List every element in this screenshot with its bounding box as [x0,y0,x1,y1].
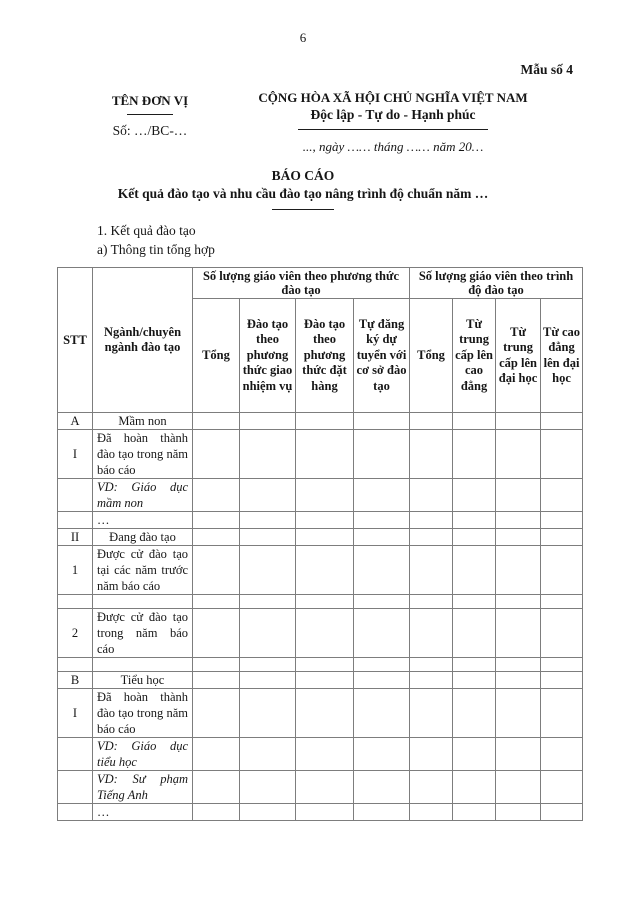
issuer-name: TÊN ĐƠN VỊ [111,93,189,108]
empty-data-cell [193,672,240,689]
table-header-group-row [58,268,583,299]
stt-cell [58,738,93,771]
empty-data-cell [541,804,583,821]
empty-data-cell [354,672,410,689]
section-1a-heading: a) Thông tin tổng hợp [97,242,215,257]
empty-data-cell [541,512,583,529]
empty-data-cell [541,595,583,609]
empty-data-cell [541,738,583,771]
empty-data-cell [496,672,541,689]
empty-data-cell [453,672,496,689]
table-row [58,413,583,430]
training-results-table [57,267,583,821]
table-row [58,512,583,529]
col-header-tong-2: Tổng [410,299,453,413]
empty-data-cell [240,479,296,512]
empty-data-cell [240,529,296,546]
empty-data-cell [193,529,240,546]
empty-data-cell [496,738,541,771]
stt-cell [58,595,93,609]
row-label-cell: Đang đào tạo [93,529,193,546]
empty-data-cell [410,529,453,546]
empty-data-cell [240,413,296,430]
empty-data-cell [496,512,541,529]
empty-data-cell [541,689,583,738]
row-label-cell: Tiểu học [93,672,193,689]
report-title-block [40,168,566,210]
empty-data-cell [193,479,240,512]
empty-data-cell [541,546,583,595]
stt-cell [58,804,93,821]
col-group-trinh-do: Số lượng giáo viên theo trình độ đào tạo [410,268,583,299]
national-slogan: Độc lập - Tự do - Hạnh phúc [310,107,476,122]
empty-data-cell [496,413,541,430]
empty-data-cell [354,689,410,738]
row-label-cell: VD: Giáo dục mầm non [93,479,193,512]
report-table-body [58,413,583,821]
empty-data-cell [354,804,410,821]
issuer-block [57,90,243,155]
empty-data-cell [296,689,354,738]
empty-data-cell [541,430,583,479]
empty-data-cell [193,738,240,771]
form-number-label: Mẫu số 4 [520,62,573,77]
empty-data-cell [354,413,410,430]
empty-data-cell [453,738,496,771]
empty-data-cell [453,658,496,672]
empty-data-cell [354,430,410,479]
letterhead [57,90,583,155]
empty-data-cell [410,689,453,738]
empty-data-cell [541,479,583,512]
empty-data-cell [496,479,541,512]
empty-data-cell [453,804,496,821]
row-label-cell: Được cử đào tạo trong năm báo cáo [93,609,193,658]
issuer-rule [127,114,173,115]
col-header-nganh: Ngành/chuyên ngành đào tạo [93,268,193,413]
empty-data-cell [296,413,354,430]
table-row [58,672,583,689]
empty-data-cell [541,771,583,804]
col-header-giao-nhiem-vu: Đào tạo theo phương thức giao nhiệm vụ [240,299,296,413]
row-label-cell: Mầm non [93,413,193,430]
stt-cell [58,658,93,672]
empty-data-cell [453,689,496,738]
empty-data-cell [193,689,240,738]
empty-data-cell [354,609,410,658]
stt-cell: I [58,689,93,738]
empty-data-cell [453,529,496,546]
stt-cell: I [58,430,93,479]
empty-data-cell [453,546,496,595]
empty-data-cell [541,413,583,430]
empty-data-cell [410,430,453,479]
row-label-cell: VD: Sư phạm Tiếng Anh [93,771,193,804]
empty-data-cell [410,479,453,512]
empty-data-cell [240,771,296,804]
empty-data-cell [453,595,496,609]
empty-data-cell [193,658,240,672]
empty-data-cell [296,546,354,595]
page-number: 6 [299,30,307,45]
empty-data-cell [410,413,453,430]
empty-data-cell [354,771,410,804]
section-1-heading: 1. Kết quả đào tạo [97,223,196,238]
document-number: Số: …/BC-… [112,123,188,138]
national-header-block [243,90,543,155]
empty-data-cell [496,595,541,609]
empty-data-cell [453,413,496,430]
table-row [58,738,583,771]
empty-data-cell [354,546,410,595]
empty-data-cell [453,512,496,529]
stt-cell [58,512,93,529]
empty-data-cell [541,672,583,689]
empty-data-cell [193,546,240,595]
empty-data-cell [354,658,410,672]
country-name: CỘNG HÒA XÃ HỘI CHỦ NGHĨA VIỆT NAM [258,90,528,105]
table-row [58,771,583,804]
empty-data-cell [496,658,541,672]
empty-data-cell [410,546,453,595]
table-row [58,529,583,546]
empty-data-cell [410,804,453,821]
row-label-cell [93,658,193,672]
row-label-cell: Đã hoàn thành đào tạo trong năm báo cáo [93,689,193,738]
col-header-tong-1: Tổng [193,299,240,413]
row-label-cell: … [93,512,193,529]
table-row [58,689,583,738]
empty-data-cell [496,430,541,479]
empty-data-cell [410,609,453,658]
empty-data-cell [410,512,453,529]
empty-data-cell [296,658,354,672]
table-row [58,546,583,595]
empty-data-cell [354,738,410,771]
empty-data-cell [410,771,453,804]
empty-data-cell [240,804,296,821]
empty-data-cell [240,658,296,672]
row-label-cell: Được cử đào tạo tại các năm trước năm báo cáo [93,546,193,595]
empty-data-cell [240,595,296,609]
col-header-tc-len-dh: Từ trung cấp lên đại học [496,299,541,413]
empty-data-cell [296,609,354,658]
empty-data-cell [296,672,354,689]
empty-data-cell [240,546,296,595]
stt-cell: 2 [58,609,93,658]
slogan-rule [298,129,488,130]
empty-data-cell [453,479,496,512]
empty-data-cell [193,413,240,430]
stt-cell: II [58,529,93,546]
empty-data-cell [453,771,496,804]
empty-data-cell [296,595,354,609]
empty-data-cell [240,738,296,771]
empty-data-cell [296,738,354,771]
empty-data-cell [541,658,583,672]
empty-data-cell [453,430,496,479]
row-label-cell: VD: Giáo dục tiểu học [93,738,193,771]
table-row [58,804,583,821]
row-label-cell: Đã hoàn thành đào tạo trong năm báo cáo [93,430,193,479]
table-row [58,595,583,609]
empty-data-cell [296,804,354,821]
empty-data-cell [240,512,296,529]
empty-data-cell [193,512,240,529]
empty-data-cell [453,609,496,658]
col-group-phuong-thuc: Số lượng giáo viên theo phương thức đào tạo [193,268,410,299]
empty-data-cell [240,672,296,689]
empty-data-cell [496,689,541,738]
col-header-dat-hang: Đào tạo theo phương thức đặt hàng [296,299,354,413]
stt-cell: 1 [58,546,93,595]
empty-data-cell [410,595,453,609]
col-header-tc-len-cd: Từ trung cấp lên cao đẳng [453,299,496,413]
report-subtitle: Kết quả đào tạo và nhu cầu đào tạo nâng trình độ chuẩn năm … [117,186,489,201]
empty-data-cell [240,430,296,479]
empty-data-cell [541,529,583,546]
empty-data-cell [296,512,354,529]
table-row [58,479,583,512]
empty-data-cell [496,609,541,658]
empty-data-cell [193,771,240,804]
empty-data-cell [296,479,354,512]
col-header-cd-len-dh: Từ cao đẳng lên đại học [541,299,583,413]
empty-data-cell [193,804,240,821]
stt-cell: B [58,672,93,689]
empty-data-cell [296,771,354,804]
empty-data-cell [354,595,410,609]
empty-data-cell [410,658,453,672]
row-label-cell: … [93,804,193,821]
row-label-cell [93,595,193,609]
col-header-stt: STT [58,268,93,413]
table-row [58,658,583,672]
col-header-tu-dang-ky: Tự đăng ký dự tuyển với cơ sở đào tạo [354,299,410,413]
title-rule [272,209,334,210]
empty-data-cell [296,529,354,546]
empty-data-cell [193,609,240,658]
empty-data-cell [496,804,541,821]
empty-data-cell [193,430,240,479]
table-row [58,430,583,479]
stt-cell: A [58,413,93,430]
empty-data-cell [496,546,541,595]
empty-data-cell [193,595,240,609]
stt-cell [58,479,93,512]
empty-data-cell [410,738,453,771]
empty-data-cell [410,672,453,689]
table-row [58,609,583,658]
empty-data-cell [240,609,296,658]
stt-cell [58,771,93,804]
empty-data-cell [496,529,541,546]
empty-data-cell [354,479,410,512]
report-title: BÁO CÁO [271,168,335,183]
empty-data-cell [296,430,354,479]
empty-data-cell [240,689,296,738]
date-line: ..., ngày …… tháng …… năm 20… [302,139,484,154]
empty-data-cell [354,512,410,529]
empty-data-cell [354,529,410,546]
empty-data-cell [496,771,541,804]
empty-data-cell [541,609,583,658]
